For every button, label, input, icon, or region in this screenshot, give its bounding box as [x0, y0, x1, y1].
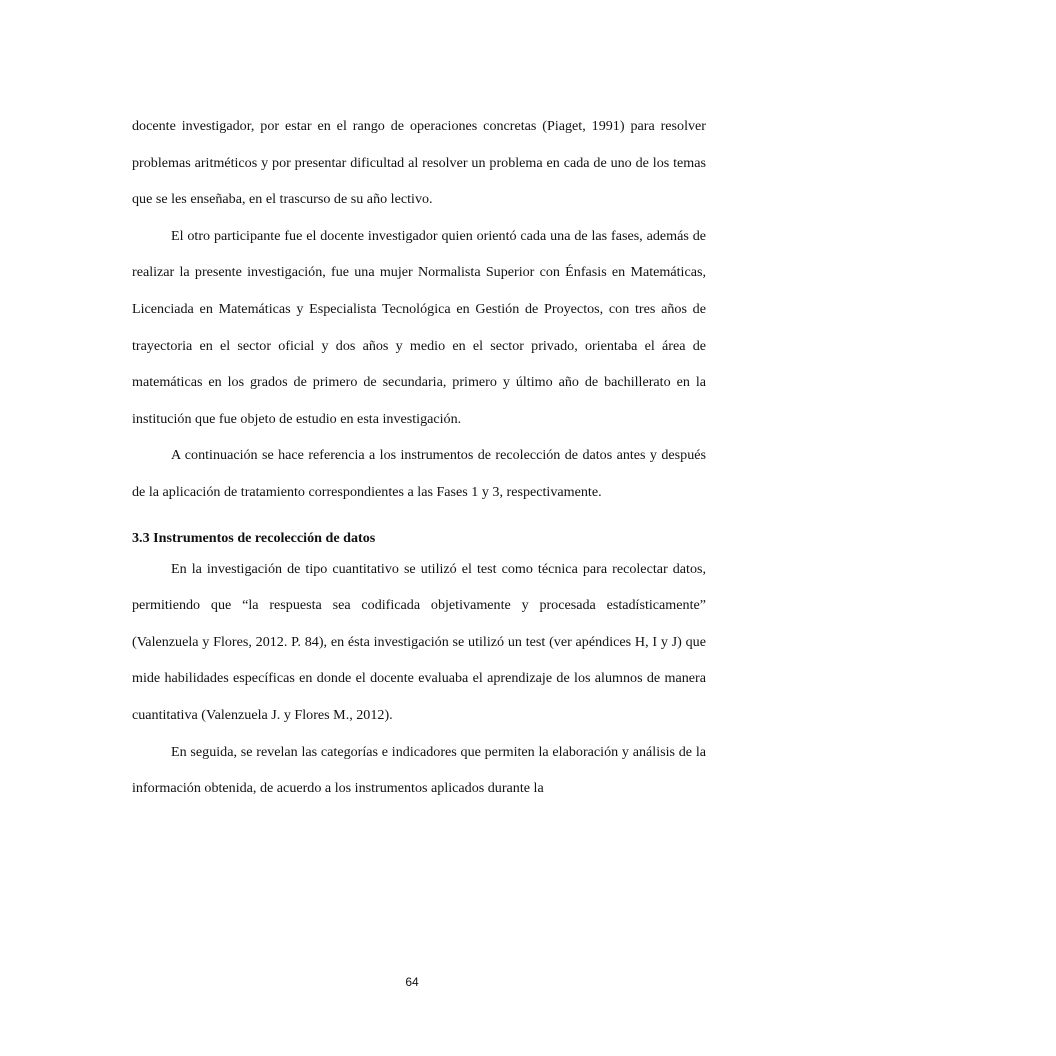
paragraph-instruments-intro: A continuación se hace referencia a los instrumentos de recolección de datos antes y después de la aplicación de tratamiento correspondientes a las Fases 1 y 3, respectivamente. [132, 447, 706, 500]
paragraph-teacher-researcher: El otro participante fue el docente investigador quien orientó cada una de las fases, además de realizar la presente investigación, fue una mujer Normalista Superior con Énfasis en Matemáticas, Licenciada en Matemáticas y Especialista Tecnológica en Gestión de Proyectos, con tres años de trayectoria en el sector oficial y dos años y medio en el sector privado, orientaba el área de matemáticas en los grados de primero de secundaria, primero y último año de bachillerato en la institución que fue objeto de estudio en esta investigación. [132, 227, 706, 427]
paragraph-categories: En seguida, se revelan las categorías e indicadores que permiten la elaboración y análisis de la información obtenida, de acuerdo a los instrumentos aplicados durante la [132, 743, 706, 797]
section-heading: 3.3 Instrumentos de recolección de datos [132, 529, 376, 546]
page-number: 64 [405, 975, 419, 989]
body-text [132, 108, 706, 807]
paragraph-test-technique: En la investigación de tipo cuantitativo se utilizó el test como técnica para recolectar datos, permitiendo que “la respuesta sea codificada objetivamente y procesada estadísticamente” (Valenzuela y Flores, 2012. P. 84), en ésta investigación se utilizó un test (ver apéndices H, I y J) que mide habilidades específicas en donde el docente evaluaba el aprendizaje de los alumnos de manera cuantitativa (Valenzuela J. y Flores M., 2012). [132, 560, 706, 723]
paragraph-participants-end: docente investigador, por estar en el rango de operaciones concretas (Piaget, 1991) para resolver problemas aritméticos y por presentar dificultad al resolver un problema en cada de uno de los temas que se les enseñaba, en el trascurso de su año lectivo. [132, 118, 706, 208]
